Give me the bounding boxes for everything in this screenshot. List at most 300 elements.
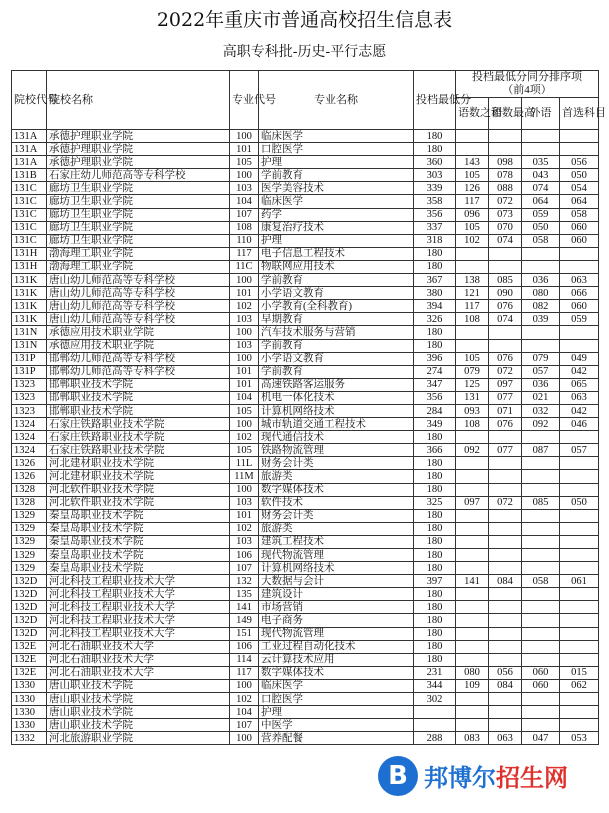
cell-min-score: 394 — [414, 300, 456, 313]
cell-rank-1 — [456, 130, 489, 143]
cell-rank-2 — [489, 588, 522, 601]
cell-rank-1 — [456, 143, 489, 156]
cell-rank-3: 087 — [522, 444, 560, 457]
cell-rank-2: 063 — [489, 732, 522, 745]
cell-school-code: 131P — [12, 365, 47, 378]
cell-major-code: 100 — [230, 352, 259, 365]
cell-rank-1: 102 — [456, 234, 489, 247]
cell-major-name: 建筑设计 — [259, 588, 414, 601]
cell-rank-2: 076 — [489, 300, 522, 313]
cell-rank-3: 058 — [522, 234, 560, 247]
cell-rank-1: 108 — [456, 418, 489, 431]
cell-major-name: 旅游类 — [259, 470, 414, 483]
cell-school-name: 邯郸职业技术学院 — [47, 391, 230, 404]
cell-rank-2 — [489, 260, 522, 273]
cell-min-score: 231 — [414, 666, 456, 679]
cell-min-score: 180 — [414, 535, 456, 548]
cell-min-score: 344 — [414, 679, 456, 692]
cell-major-code: 151 — [230, 627, 259, 640]
cell-school-code: 1328 — [12, 483, 47, 496]
cell-rank-2 — [489, 719, 522, 732]
cell-major-name: 数字媒体技术 — [259, 666, 414, 679]
cell-major-code: 102 — [230, 431, 259, 444]
header-rank-2: 语数最高 — [489, 98, 522, 130]
logo-b-icon: B — [378, 756, 418, 796]
cell-major-code: 107 — [230, 208, 259, 221]
cell-min-score: 337 — [414, 221, 456, 234]
cell-min-score: 180 — [414, 653, 456, 666]
cell-min-score: 358 — [414, 195, 456, 208]
cell-min-score: 302 — [414, 693, 456, 706]
cell-rank-1: 092 — [456, 444, 489, 457]
table-row — [12, 535, 599, 548]
cell-major-code: 100 — [230, 418, 259, 431]
cell-major-name: 护理 — [259, 234, 414, 247]
cell-major-code: 110 — [230, 234, 259, 247]
cell-rank-2 — [489, 614, 522, 627]
table-row — [12, 418, 599, 431]
cell-rank-1 — [456, 588, 489, 601]
cell-rank-2 — [489, 326, 522, 339]
table-row — [12, 444, 599, 457]
cell-rank-1 — [456, 653, 489, 666]
cell-min-score: 180 — [414, 640, 456, 653]
cell-school-name: 唐山幼儿师范高等专科学校 — [47, 274, 230, 287]
cell-rank-2: 074 — [489, 234, 522, 247]
cell-rank-2 — [489, 143, 522, 156]
cell-school-code: 131K — [12, 287, 47, 300]
cell-major-name: 计算机网络技术 — [259, 562, 414, 575]
cell-rank-3: 064 — [522, 195, 560, 208]
cell-min-score: 180 — [414, 601, 456, 614]
cell-rank-4 — [560, 535, 599, 548]
cell-major-name: 云计算技术应用 — [259, 653, 414, 666]
site-logo[interactable] — [372, 752, 604, 804]
cell-rank-3: 032 — [522, 404, 560, 417]
cell-school-name: 承德应用技术职业学院 — [47, 326, 230, 339]
cell-rank-3 — [522, 247, 560, 260]
table-row — [12, 169, 599, 182]
cell-rank-2: 090 — [489, 287, 522, 300]
cell-min-score: 380 — [414, 287, 456, 300]
cell-rank-4: 054 — [560, 182, 599, 195]
header-rank-group-title: 投档最低分同分排序项 — [472, 71, 582, 83]
cell-major-code: 101 — [230, 287, 259, 300]
cell-min-score: 180 — [414, 522, 456, 535]
cell-rank-1 — [456, 522, 489, 535]
table-row — [12, 562, 599, 575]
header-rank-1: 语数之和 — [456, 98, 489, 130]
cell-rank-4 — [560, 247, 599, 260]
cell-min-score: 339 — [414, 182, 456, 195]
cell-school-name: 石家庄幼儿师范高等专科学校 — [47, 169, 230, 182]
cell-rank-1 — [456, 326, 489, 339]
cell-major-code: 100 — [230, 130, 259, 143]
cell-rank-2: 077 — [489, 444, 522, 457]
cell-rank-3 — [522, 653, 560, 666]
cell-major-name: 学前教育 — [259, 365, 414, 378]
cell-rank-4 — [560, 719, 599, 732]
cell-rank-4 — [560, 522, 599, 535]
cell-major-code: 11L — [230, 457, 259, 470]
cell-rank-2: 077 — [489, 391, 522, 404]
cell-rank-4: 062 — [560, 679, 599, 692]
cell-major-code: 149 — [230, 614, 259, 627]
cell-rank-2: 072 — [489, 195, 522, 208]
cell-min-score: 397 — [414, 575, 456, 588]
cell-rank-4: 057 — [560, 444, 599, 457]
cell-rank-3: 092 — [522, 418, 560, 431]
cell-rank-4 — [560, 627, 599, 640]
cell-rank-2 — [489, 640, 522, 653]
cell-rank-3 — [522, 509, 560, 522]
cell-rank-4: 060 — [560, 300, 599, 313]
cell-major-code: 103 — [230, 496, 259, 509]
cell-school-code: 132E — [12, 640, 47, 653]
cell-school-code: 131K — [12, 274, 47, 287]
cell-school-code: 1324 — [12, 418, 47, 431]
cell-school-code: 1330 — [12, 706, 47, 719]
cell-school-name: 石家庄铁路职业技术学院 — [47, 418, 230, 431]
cell-school-name: 廊坊卫生职业学院 — [47, 234, 230, 247]
cell-rank-2 — [489, 535, 522, 548]
cell-major-name: 小学语文教育 — [259, 352, 414, 365]
cell-school-code: 1328 — [12, 496, 47, 509]
cell-rank-1: 105 — [456, 221, 489, 234]
cell-rank-1: 108 — [456, 313, 489, 326]
header-min-score: 投档最低分 — [414, 71, 456, 130]
cell-rank-3 — [522, 535, 560, 548]
cell-rank-4 — [560, 483, 599, 496]
cell-rank-2 — [489, 130, 522, 143]
table-row — [12, 719, 599, 732]
cell-rank-2 — [489, 431, 522, 444]
table-row — [12, 365, 599, 378]
cell-rank-3 — [522, 601, 560, 614]
cell-rank-3 — [522, 326, 560, 339]
cell-rank-1 — [456, 719, 489, 732]
cell-school-code: 131C — [12, 182, 47, 195]
cell-rank-3 — [522, 431, 560, 444]
cell-school-code: 1330 — [12, 679, 47, 692]
cell-rank-4 — [560, 326, 599, 339]
cell-school-name: 邯郸职业技术学院 — [47, 378, 230, 391]
cell-rank-1 — [456, 640, 489, 653]
cell-rank-3 — [522, 130, 560, 143]
cell-rank-4 — [560, 693, 599, 706]
cell-rank-2 — [489, 562, 522, 575]
cell-min-score: 349 — [414, 418, 456, 431]
table-row — [12, 391, 599, 404]
cell-school-code: 1329 — [12, 549, 47, 562]
cell-rank-4 — [560, 457, 599, 470]
cell-major-name: 临床医学 — [259, 130, 414, 143]
cell-school-name: 廊坊卫生职业学院 — [47, 221, 230, 234]
table-row — [12, 130, 599, 143]
cell-major-name: 营养配餐 — [259, 732, 414, 745]
cell-rank-3 — [522, 562, 560, 575]
cell-min-score: 180 — [414, 247, 456, 260]
cell-school-name: 河北科技工程职业技术大学 — [47, 627, 230, 640]
cell-rank-2 — [489, 627, 522, 640]
table-row — [12, 483, 599, 496]
table-row — [12, 601, 599, 614]
cell-major-code: 100 — [230, 732, 259, 745]
cell-major-code: 103 — [230, 535, 259, 548]
cell-school-name: 河北软件职业技术学院 — [47, 483, 230, 496]
cell-major-code: 105 — [230, 444, 259, 457]
cell-rank-4 — [560, 130, 599, 143]
cell-major-name: 口腔医学 — [259, 143, 414, 156]
table-row — [12, 221, 599, 234]
cell-major-name: 电子商务 — [259, 614, 414, 627]
cell-rank-3 — [522, 719, 560, 732]
cell-school-code: 132D — [12, 575, 47, 588]
cell-major-name: 工业过程自动化技术 — [259, 640, 414, 653]
table-row — [12, 693, 599, 706]
cell-school-code: 1329 — [12, 509, 47, 522]
cell-rank-2: 088 — [489, 182, 522, 195]
cell-school-name: 河北科技工程职业技术大学 — [47, 575, 230, 588]
cell-major-name: 建筑工程技术 — [259, 535, 414, 548]
cell-rank-4: 050 — [560, 496, 599, 509]
cell-school-name: 河北旅游职业学院 — [47, 732, 230, 745]
cell-rank-1: 121 — [456, 287, 489, 300]
cell-rank-1: 080 — [456, 666, 489, 679]
cell-rank-2: 078 — [489, 169, 522, 182]
cell-rank-2 — [489, 470, 522, 483]
cell-major-code: 117 — [230, 666, 259, 679]
cell-rank-3: 043 — [522, 169, 560, 182]
cell-school-name: 廊坊卫生职业学院 — [47, 182, 230, 195]
cell-school-name: 邯郸职业技术学院 — [47, 404, 230, 417]
cell-rank-4 — [560, 706, 599, 719]
cell-school-name: 河北石油职业技术大学 — [47, 653, 230, 666]
cell-rank-2: 056 — [489, 666, 522, 679]
header-rank-group-sub: （前4项） — [502, 84, 552, 96]
cell-rank-3 — [522, 693, 560, 706]
cell-school-code: 131H — [12, 260, 47, 273]
cell-min-score: 180 — [414, 509, 456, 522]
cell-rank-2: 073 — [489, 208, 522, 221]
table-row — [12, 509, 599, 522]
cell-school-name: 河北建材职业技术学院 — [47, 470, 230, 483]
cell-school-name: 承德护理职业学院 — [47, 156, 230, 169]
cell-major-name: 大数据与会计 — [259, 575, 414, 588]
cell-major-code: 100 — [230, 483, 259, 496]
table-row — [12, 627, 599, 640]
cell-school-code: 131C — [12, 195, 47, 208]
cell-rank-4: 059 — [560, 313, 599, 326]
cell-school-code: 1330 — [12, 693, 47, 706]
cell-rank-1 — [456, 483, 489, 496]
cell-rank-4 — [560, 562, 599, 575]
cell-rank-4: 064 — [560, 195, 599, 208]
table-row — [12, 339, 599, 352]
cell-rank-4: 056 — [560, 156, 599, 169]
cell-rank-1 — [456, 549, 489, 562]
cell-rank-3: 058 — [522, 575, 560, 588]
header-school-name: 院校名称 — [47, 71, 230, 130]
cell-major-name: 电子信息工程技术 — [259, 247, 414, 260]
cell-school-name: 秦皇岛职业技术学院 — [47, 549, 230, 562]
cell-rank-3: 060 — [522, 666, 560, 679]
cell-major-code: 101 — [230, 143, 259, 156]
cell-min-score — [414, 719, 456, 732]
cell-rank-1: 138 — [456, 274, 489, 287]
cell-rank-3 — [522, 470, 560, 483]
cell-major-name: 临床医学 — [259, 679, 414, 692]
cell-min-score: 180 — [414, 470, 456, 483]
cell-school-code: 132D — [12, 627, 47, 640]
cell-major-code: 101 — [230, 378, 259, 391]
cell-school-code: 1329 — [12, 535, 47, 548]
table-row — [12, 575, 599, 588]
cell-major-name: 中医学 — [259, 719, 414, 732]
cell-rank-4 — [560, 143, 599, 156]
header-school-code: 院校代号 — [12, 71, 47, 130]
cell-rank-2 — [489, 457, 522, 470]
cell-min-score: 366 — [414, 444, 456, 457]
table-row — [12, 182, 599, 195]
cell-major-name: 学前教育 — [259, 339, 414, 352]
cell-major-name: 学前教育 — [259, 274, 414, 287]
cell-school-code: 132E — [12, 666, 47, 679]
cell-major-name: 财务会计类 — [259, 509, 414, 522]
cell-rank-2: 070 — [489, 221, 522, 234]
cell-school-code: 131N — [12, 339, 47, 352]
cell-major-name: 城市轨道交通工程技术 — [259, 418, 414, 431]
cell-school-name: 河北科技工程职业技术大学 — [47, 588, 230, 601]
cell-major-code: 100 — [230, 679, 259, 692]
cell-rank-1 — [456, 431, 489, 444]
cell-major-code: 132 — [230, 575, 259, 588]
cell-school-name: 河北建材职业技术学院 — [47, 457, 230, 470]
cell-rank-2: 076 — [489, 418, 522, 431]
table-row — [12, 653, 599, 666]
cell-rank-3: 036 — [522, 378, 560, 391]
header-major-code: 专业代号 — [230, 71, 259, 130]
cell-rank-2 — [489, 247, 522, 260]
cell-min-score: 180 — [414, 130, 456, 143]
header-rank-4: 首选科目 — [560, 98, 599, 130]
table-row — [12, 679, 599, 692]
cell-rank-1 — [456, 457, 489, 470]
cell-min-score: 180 — [414, 483, 456, 496]
cell-major-name: 护理 — [259, 156, 414, 169]
cell-school-code: 131K — [12, 300, 47, 313]
cell-min-score: 274 — [414, 365, 456, 378]
cell-school-name: 河北软件职业技术学院 — [47, 496, 230, 509]
cell-min-score: 180 — [414, 549, 456, 562]
cell-major-name: 康复治疗技术 — [259, 221, 414, 234]
cell-major-name: 现代物流管理 — [259, 627, 414, 640]
cell-school-name: 河北科技工程职业技术大学 — [47, 614, 230, 627]
cell-major-code: 107 — [230, 562, 259, 575]
logo-text — [424, 758, 568, 798]
cell-rank-3: 039 — [522, 313, 560, 326]
table-row — [12, 549, 599, 562]
cell-rank-1 — [456, 627, 489, 640]
cell-rank-2: 071 — [489, 404, 522, 417]
cell-school-name: 秦皇岛职业技术学院 — [47, 509, 230, 522]
cell-min-score: 356 — [414, 208, 456, 221]
cell-min-score: 347 — [414, 378, 456, 391]
cell-rank-4 — [560, 431, 599, 444]
cell-rank-2: 072 — [489, 496, 522, 509]
cell-school-code: 1324 — [12, 444, 47, 457]
cell-rank-3 — [522, 640, 560, 653]
cell-min-score: 367 — [414, 274, 456, 287]
cell-major-code: 102 — [230, 693, 259, 706]
cell-min-score: 180 — [414, 457, 456, 470]
cell-min-score: 356 — [414, 391, 456, 404]
cell-rank-4: 042 — [560, 404, 599, 417]
cell-rank-3 — [522, 260, 560, 273]
cell-rank-4 — [560, 549, 599, 562]
cell-major-code: 100 — [230, 326, 259, 339]
cell-rank-1 — [456, 562, 489, 575]
table-row — [12, 640, 599, 653]
cell-rank-1: 141 — [456, 575, 489, 588]
cell-school-code: 132E — [12, 653, 47, 666]
cell-school-code: 131P — [12, 352, 47, 365]
table-row — [12, 732, 599, 745]
cell-rank-1: 093 — [456, 404, 489, 417]
cell-rank-4: 060 — [560, 221, 599, 234]
cell-major-code: 104 — [230, 391, 259, 404]
cell-min-score: 303 — [414, 169, 456, 182]
cell-rank-4: 066 — [560, 287, 599, 300]
cell-school-name: 廊坊卫生职业学院 — [47, 195, 230, 208]
cell-rank-4: 063 — [560, 274, 599, 287]
cell-major-name: 汽车技术服务与营销 — [259, 326, 414, 339]
cell-school-name: 承德应用技术职业学院 — [47, 339, 230, 352]
table-row — [12, 378, 599, 391]
cell-rank-4: 015 — [560, 666, 599, 679]
cell-rank-3: 085 — [522, 496, 560, 509]
cell-school-name: 渤海理工职业学院 — [47, 260, 230, 273]
cell-rank-4: 046 — [560, 418, 599, 431]
cell-rank-1: 117 — [456, 195, 489, 208]
cell-school-name: 承德护理职业学院 — [47, 130, 230, 143]
cell-major-name: 临床医学 — [259, 195, 414, 208]
cell-rank-3: 035 — [522, 156, 560, 169]
cell-rank-2 — [489, 483, 522, 496]
cell-rank-2: 097 — [489, 378, 522, 391]
table-row — [12, 431, 599, 444]
cell-rank-3 — [522, 549, 560, 562]
cell-school-code: 1326 — [12, 470, 47, 483]
cell-rank-1 — [456, 535, 489, 548]
cell-rank-1: 143 — [456, 156, 489, 169]
cell-school-code: 131C — [12, 208, 47, 221]
cell-min-score: 284 — [414, 404, 456, 417]
cell-rank-4 — [560, 260, 599, 273]
cell-major-name: 软件技术 — [259, 496, 414, 509]
cell-rank-2 — [489, 653, 522, 666]
cell-major-name: 现代物流管理 — [259, 549, 414, 562]
cell-rank-2: 098 — [489, 156, 522, 169]
cell-rank-4 — [560, 614, 599, 627]
cell-major-name: 铁路物流管理 — [259, 444, 414, 457]
cell-min-score: 180 — [414, 326, 456, 339]
cell-rank-1: 105 — [456, 352, 489, 365]
cell-min-score: 288 — [414, 732, 456, 745]
cell-rank-4 — [560, 509, 599, 522]
cell-rank-3 — [522, 706, 560, 719]
cell-rank-1: 083 — [456, 732, 489, 745]
